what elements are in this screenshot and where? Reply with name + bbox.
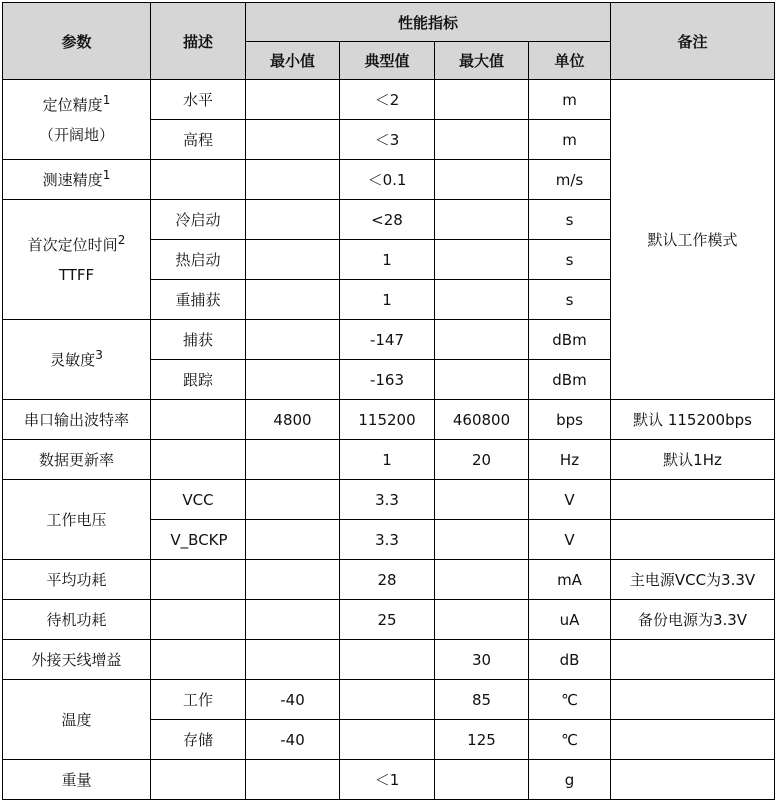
note-cell xyxy=(611,680,775,720)
typ-cell: ＜1 xyxy=(340,760,435,800)
param-cell: 待机功耗 xyxy=(3,600,151,640)
table-row xyxy=(3,600,775,640)
max-cell: 20 xyxy=(435,440,529,480)
min-cell xyxy=(246,480,340,520)
max-cell: 30 xyxy=(435,640,529,680)
unit-cell: V xyxy=(529,520,611,560)
note-cell: 默认1Hz xyxy=(611,440,775,480)
note-default-mode: 默认工作模式 xyxy=(611,80,775,400)
typ-cell: 115200 xyxy=(340,400,435,440)
unit-cell: m/s xyxy=(529,160,611,200)
param-ttff: 首次定位时间$^2$ TTFF xyxy=(3,200,151,320)
min-cell xyxy=(246,760,340,800)
max-cell: 85 xyxy=(435,680,529,720)
table-row xyxy=(3,400,775,440)
note-cell: 主电源VCC为3.3V xyxy=(611,560,775,600)
note-cell: 默认 115200bps xyxy=(611,400,775,440)
param-cell: 串口输出波特率 xyxy=(3,400,151,440)
desc-cell: 冷启动 xyxy=(151,200,246,240)
max-cell xyxy=(435,200,529,240)
desc-cell: VCC xyxy=(151,480,246,520)
param-cell: 重量 xyxy=(3,760,151,800)
typ-cell: ＜2 xyxy=(340,80,435,120)
spec-table xyxy=(2,2,775,800)
min-cell xyxy=(246,80,340,120)
unit-cell: bps xyxy=(529,400,611,440)
header-typ: 典型值 xyxy=(340,42,435,80)
min-cell xyxy=(246,520,340,560)
unit-cell: mA xyxy=(529,560,611,600)
desc-cell: 重捕获 xyxy=(151,280,246,320)
desc-cell: 跟踪 xyxy=(151,360,246,400)
min-cell xyxy=(246,320,340,360)
typ-cell xyxy=(340,640,435,680)
min-cell xyxy=(246,440,340,480)
header-note: 备注 xyxy=(611,3,775,80)
param-cell: 温度 xyxy=(3,680,151,760)
min-cell xyxy=(246,200,340,240)
desc-cell: 存储 xyxy=(151,720,246,760)
desc-cell xyxy=(151,640,246,680)
max-cell: 125 xyxy=(435,720,529,760)
min-cell: -40 xyxy=(246,680,340,720)
table-row xyxy=(3,440,775,480)
max-cell xyxy=(435,600,529,640)
unit-cell: s xyxy=(529,280,611,320)
typ-cell: -163 xyxy=(340,360,435,400)
desc-cell: 工作 xyxy=(151,680,246,720)
min-cell xyxy=(246,120,340,160)
max-cell xyxy=(435,360,529,400)
unit-cell: s xyxy=(529,240,611,280)
param-sensitivity: 灵敏度$^3$ xyxy=(3,320,151,400)
typ-cell: 3.3 xyxy=(340,480,435,520)
typ-cell: 25 xyxy=(340,600,435,640)
header-row-1 xyxy=(3,3,775,42)
min-cell xyxy=(246,280,340,320)
unit-cell: m xyxy=(529,80,611,120)
max-cell xyxy=(435,120,529,160)
max-cell xyxy=(435,480,529,520)
min-cell xyxy=(246,560,340,600)
max-cell: 460800 xyxy=(435,400,529,440)
max-cell xyxy=(435,80,529,120)
note-cell xyxy=(611,720,775,760)
table-row xyxy=(3,480,775,520)
unit-cell: dBm xyxy=(529,320,611,360)
unit-cell: Hz xyxy=(529,440,611,480)
desc-cell xyxy=(151,600,246,640)
unit-cell: dBm xyxy=(529,360,611,400)
min-cell xyxy=(246,600,340,640)
unit-cell: s xyxy=(529,200,611,240)
typ-cell: 1 xyxy=(340,240,435,280)
unit-cell: dB xyxy=(529,640,611,680)
typ-cell: 3.3 xyxy=(340,520,435,560)
unit-cell: m xyxy=(529,120,611,160)
note-cell xyxy=(611,760,775,800)
table-row xyxy=(3,760,775,800)
min-cell: -40 xyxy=(246,720,340,760)
note-cell xyxy=(611,480,775,520)
desc-cell xyxy=(151,440,246,480)
param-cell: 外接天线增益 xyxy=(3,640,151,680)
desc-cell: 高程 xyxy=(151,120,246,160)
typ-cell: ＜0.1 xyxy=(340,160,435,200)
max-cell xyxy=(435,520,529,560)
typ-cell xyxy=(340,720,435,760)
note-cell xyxy=(611,520,775,560)
header-max: 最大值 xyxy=(435,42,529,80)
param-position-accuracy: 定位精度$^1$ （开阔地） xyxy=(3,80,151,160)
max-cell xyxy=(435,240,529,280)
typ-cell: 1 xyxy=(340,440,435,480)
max-cell xyxy=(435,760,529,800)
header-min: 最小值 xyxy=(246,42,340,80)
desc-cell xyxy=(151,160,246,200)
min-cell: 4800 xyxy=(246,400,340,440)
param-cell: 平均功耗 xyxy=(3,560,151,600)
table-row xyxy=(3,640,775,680)
min-cell xyxy=(246,640,340,680)
typ-cell: 28 xyxy=(340,560,435,600)
note-cell xyxy=(611,640,775,680)
max-cell xyxy=(435,560,529,600)
max-cell xyxy=(435,320,529,360)
typ-cell: 1 xyxy=(340,280,435,320)
desc-cell: 捕获 xyxy=(151,320,246,360)
table-row xyxy=(3,560,775,600)
unit-cell: g xyxy=(529,760,611,800)
typ-cell: <28 xyxy=(340,200,435,240)
min-cell xyxy=(246,240,340,280)
param-cell: 工作电压 xyxy=(3,480,151,560)
header-param: 参数 xyxy=(3,3,151,80)
desc-cell: V_BCKP xyxy=(151,520,246,560)
note-cell: 备份电源为3.3V xyxy=(611,600,775,640)
unit-cell: ℃ xyxy=(529,680,611,720)
desc-cell xyxy=(151,400,246,440)
header-perf: 性能指标 xyxy=(246,3,611,42)
header-unit: 单位 xyxy=(529,42,611,80)
header-desc: 描述 xyxy=(151,3,246,80)
desc-cell: 水平 xyxy=(151,80,246,120)
min-cell xyxy=(246,160,340,200)
typ-cell: ＜3 xyxy=(340,120,435,160)
typ-cell xyxy=(340,680,435,720)
unit-cell: ℃ xyxy=(529,720,611,760)
desc-cell: 热启动 xyxy=(151,240,246,280)
param-cell: 数据更新率 xyxy=(3,440,151,480)
typ-cell: -147 xyxy=(340,320,435,360)
unit-cell: uA xyxy=(529,600,611,640)
unit-cell: V xyxy=(529,480,611,520)
table-row xyxy=(3,680,775,720)
min-cell xyxy=(246,360,340,400)
max-cell xyxy=(435,280,529,320)
max-cell xyxy=(435,160,529,200)
desc-cell xyxy=(151,560,246,600)
table-row xyxy=(3,80,775,120)
param-speed-accuracy: 测速精度$^1$ xyxy=(3,160,151,200)
desc-cell xyxy=(151,760,246,800)
